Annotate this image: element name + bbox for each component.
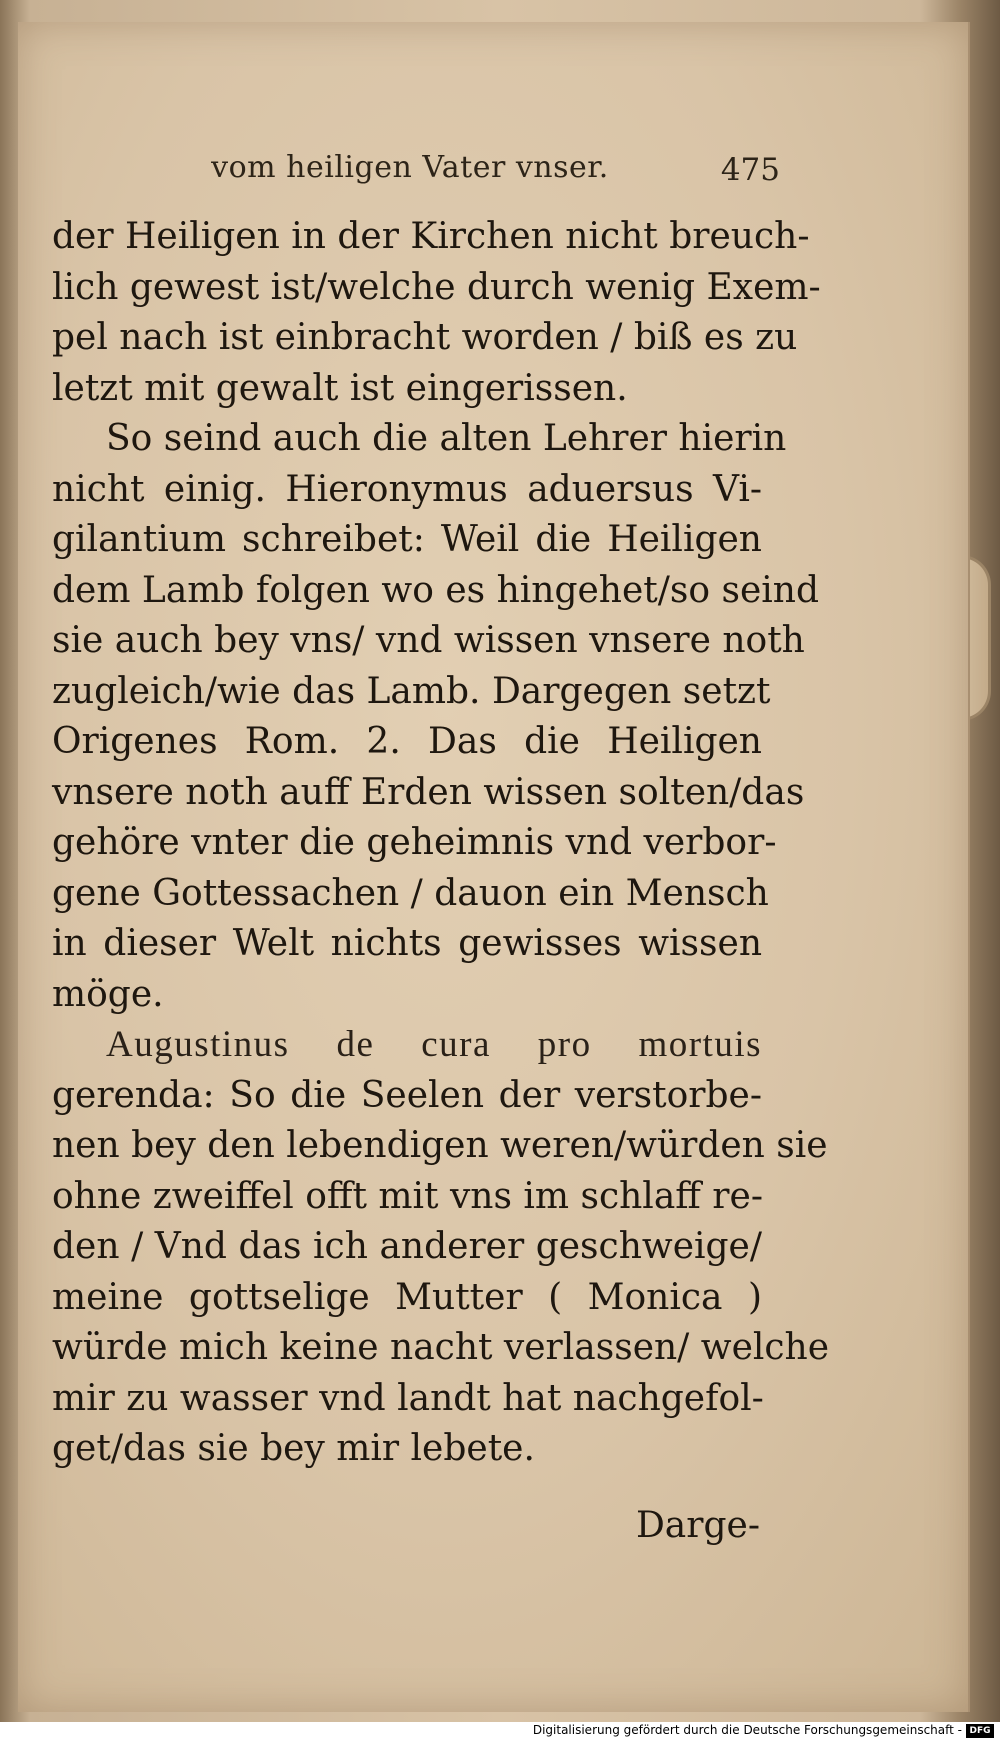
- text-line: dem Lamb folgen wo es hingehet/so seind: [52, 569, 820, 611]
- digitization-credit: Digitalisierung gefördert durch die Deutsche Forschungsgemeinschaft -: [532, 1723, 962, 1737]
- text-line: zugleich/wie das Lamb. Dargegen setzt: [52, 670, 771, 712]
- text-line: gene Gottessachen / dauon ein Mensch: [52, 872, 769, 914]
- text-line: in dieser Welt nichts gewisses wissen: [52, 923, 762, 964]
- running-head: [0, 150, 1000, 200]
- text-line: möge.: [52, 973, 164, 1015]
- text-line: gerenda: So die Seelen der verstorbe-: [52, 1074, 762, 1116]
- body-text: [52, 212, 830, 1475]
- text-line: meine gottselige Mutter ( Monica ): [52, 1276, 762, 1318]
- text-line: den / Vnd das ich anderer geschweige/: [52, 1226, 762, 1267]
- running-head-title: vom heiligen Vater vnser.: [211, 150, 609, 185]
- text-line: get/das sie bey mir lebete.: [52, 1428, 535, 1469]
- paragraph-start-line: So seind auch die alten Lehrer hierin: [106, 418, 787, 459]
- text-line: nen bey den lebendigen weren/würden sie: [52, 1125, 828, 1166]
- page-number: 475: [720, 152, 780, 188]
- dfg-logo: DFG: [966, 1724, 994, 1738]
- text-line: Origenes Rom. 2. Das die Heiligen: [52, 721, 762, 762]
- text-line: gehöre vnter die geheimnis vnd verbor-: [52, 822, 777, 863]
- text-line: mir zu wasser vnd landt hat nachgefol-: [52, 1377, 764, 1419]
- text-line: lich gewest ist/welche durch wenig Exem-: [52, 266, 821, 308]
- catchword: Darge-: [635, 1505, 760, 1546]
- text-line: vnsere noth auff Erden wissen solten/das: [52, 771, 805, 813]
- text-line: ohne zweiffel offt mit vns im schlaff re-: [52, 1175, 763, 1217]
- text-line: sie auch bey vns/ vnd wissen vnsere noth: [52, 620, 805, 661]
- text-line: pel nach ist einbracht worden / biß es zu: [52, 317, 798, 358]
- text-line: gilantium schreibet: Weil die Heiligen: [52, 519, 762, 560]
- text-line: nicht einig. Hieronymus aduersus Vi-: [52, 468, 762, 510]
- text-line: letzt mit gewalt ist eingerissen.: [52, 367, 628, 409]
- paragraph-start-line: Augustinus de cura pro mortuis: [106, 1024, 762, 1065]
- text-line: würde mich keine nacht verlassen/ welche: [52, 1327, 830, 1368]
- text-line: der Heiligen in der Kirchen nicht breuch-: [52, 216, 810, 257]
